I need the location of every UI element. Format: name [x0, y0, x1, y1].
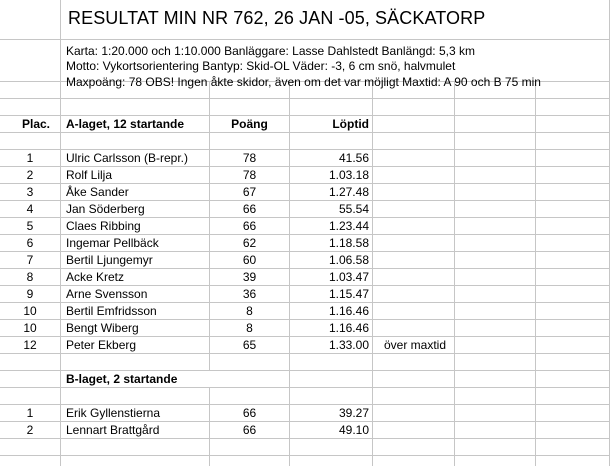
time-cell[interactable]: 1.03.47	[328, 270, 369, 284]
place-cell[interactable]: 7	[26, 253, 34, 267]
time-cell[interactable]: 49.10	[338, 423, 369, 437]
time-cell[interactable]: 39.27	[338, 406, 369, 420]
points-cell[interactable]: 60	[242, 253, 257, 267]
time-cell[interactable]: 1.27.48	[328, 185, 369, 199]
info-line-motto[interactable]: Motto: Vykortsorientering Bantyp: Skid-OL Väder: -3, 6 cm snö, halvmulet	[66, 59, 456, 73]
name-cell[interactable]: Bertil Ljungemyr	[66, 253, 153, 267]
place-cell[interactable]: 12	[23, 338, 37, 352]
place-cell[interactable]: 2	[26, 423, 34, 437]
place-cell[interactable]: 2	[26, 168, 34, 182]
name-cell[interactable]: Jan Söderberg	[66, 202, 145, 216]
time-cell[interactable]: 1.03.18	[328, 168, 369, 182]
place-cell[interactable]: 1	[26, 151, 34, 165]
place-cell[interactable]: 5	[26, 219, 34, 233]
name-cell[interactable]: Rolf Lilja	[66, 168, 113, 182]
place-cell[interactable]: 9	[26, 287, 34, 301]
row-line	[0, 98, 610, 99]
place-cell[interactable]: 4	[26, 202, 34, 216]
name-cell[interactable]: Åke Sander	[66, 185, 129, 199]
points-cell[interactable]: 39	[242, 270, 257, 284]
name-cell[interactable]: Erik Gyllenstierna	[66, 406, 161, 420]
note-cell[interactable]: över maxtid	[384, 338, 447, 352]
row-line	[0, 353, 610, 354]
points-cell[interactable]: 36	[242, 287, 257, 301]
info-line-map[interactable]: Karta: 1:20.000 och 1:10.000 Banläggare: Lasse Dahlstedt Banlängd: 5,3 km	[66, 44, 475, 58]
points-cell[interactable]: 66	[242, 406, 257, 420]
sheet-title[interactable]: RESULTAT MIN NR 762, 26 JAN -05, SÄCKATORP	[68, 8, 486, 28]
name-cell[interactable]: Arne Svensson	[66, 287, 148, 301]
row-line	[0, 387, 610, 388]
time-cell[interactable]: 1.16.46	[328, 321, 369, 335]
points-cell[interactable]: 8	[246, 321, 253, 335]
points-cell[interactable]: 66	[242, 219, 257, 233]
place-cell[interactable]: 10	[23, 321, 37, 335]
name-cell[interactable]: Bengt Wiberg	[66, 321, 139, 335]
header-team-b[interactable]: B-laget, 2 startande	[66, 372, 178, 386]
time-cell[interactable]: 41.56	[338, 151, 369, 165]
points-cell[interactable]: 62	[242, 236, 257, 250]
points-cell[interactable]: 78	[242, 168, 257, 182]
name-cell[interactable]: Claes Ribbing	[66, 219, 141, 233]
points-cell[interactable]: 66	[242, 423, 257, 437]
time-cell[interactable]: 1.06.58	[328, 253, 369, 267]
header-points[interactable]: Poäng	[231, 117, 268, 131]
time-cell[interactable]: 1.16.46	[328, 304, 369, 318]
points-cell[interactable]: 78	[242, 151, 257, 165]
header-time[interactable]: Löptid	[332, 117, 369, 131]
name-cell[interactable]: Acke Kretz	[66, 270, 125, 284]
row-line	[0, 132, 610, 133]
row-line	[0, 438, 610, 439]
time-cell[interactable]: 1.18.58	[328, 236, 369, 250]
place-cell[interactable]: 1	[26, 406, 34, 420]
points-cell[interactable]: 67	[242, 185, 257, 199]
time-cell[interactable]: 1.15.47	[328, 287, 369, 301]
name-cell[interactable]: Bertil Emfridsson	[66, 304, 157, 318]
row-line	[0, 455, 610, 456]
name-cell[interactable]: Ingemar Pellbäck	[66, 236, 159, 250]
header-place[interactable]: Plac.	[22, 117, 51, 131]
time-cell[interactable]: 1.33.00	[328, 338, 369, 352]
time-cell[interactable]: 1.23.44	[328, 219, 369, 233]
points-cell[interactable]: 66	[242, 202, 257, 216]
time-cell[interactable]: 55.54	[338, 202, 369, 216]
header-team-a[interactable]: A-laget, 12 startande	[66, 117, 185, 131]
points-cell[interactable]: 65	[242, 338, 257, 352]
info-line-maxpoints[interactable]: Maxpoäng: 78 OBS! Ingen åkte skidor, även om det var möjligt Maxtid: A 90 och B 75 min	[66, 75, 541, 89]
name-cell[interactable]: Peter Ekberg	[66, 338, 137, 352]
name-cell[interactable]: Ulric Carlsson (B-repr.)	[66, 151, 189, 165]
place-cell[interactable]: 10	[23, 304, 37, 318]
name-cell[interactable]: Lennart Brattgård	[66, 423, 160, 437]
place-cell[interactable]: 3	[26, 185, 34, 199]
place-cell[interactable]: 8	[26, 270, 34, 284]
points-cell[interactable]: 8	[246, 304, 253, 318]
place-cell[interactable]: 6	[26, 236, 34, 250]
